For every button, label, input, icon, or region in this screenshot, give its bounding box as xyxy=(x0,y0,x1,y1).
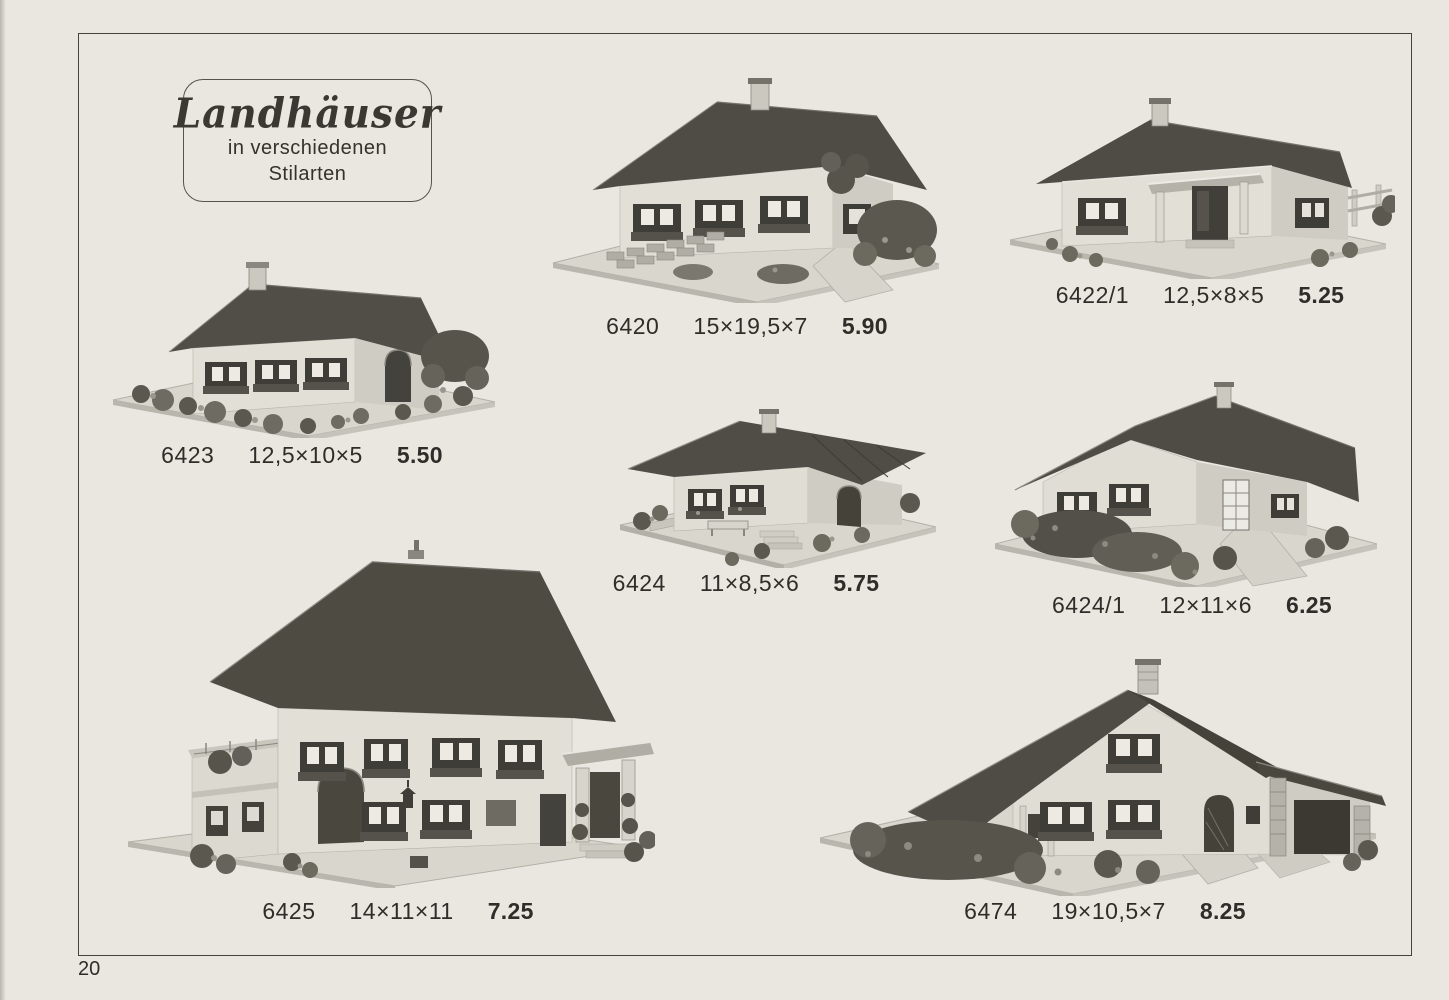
section-subtitle-line1: in verschiedenen xyxy=(227,136,388,159)
product-figure-6424-1 xyxy=(985,352,1385,587)
dimensions: 15×19,5×7 xyxy=(693,313,808,339)
scan-edge-shadow xyxy=(0,0,6,1000)
price: 5.75 xyxy=(833,570,880,596)
section-title: Landhäuser xyxy=(173,89,442,139)
dimensions: 11×8,5×6 xyxy=(699,570,800,596)
caption-6425 xyxy=(218,898,578,925)
product-figure-6474 xyxy=(808,638,1388,896)
product-figure-6423 xyxy=(103,230,503,438)
price: 7.25 xyxy=(487,898,534,924)
model-house-6420-photo xyxy=(545,58,945,303)
caption-6474 xyxy=(925,898,1285,925)
dimensions: 12,5×8×5 xyxy=(1163,282,1265,308)
article-number: 6423 xyxy=(161,442,215,468)
article-number: 6420 xyxy=(606,313,660,339)
dimensions: 12×11×6 xyxy=(1159,592,1252,618)
caption-6424-1 xyxy=(1012,592,1372,619)
model-house-6424-1-photo xyxy=(985,352,1385,587)
product-figure-6424 xyxy=(612,373,942,568)
price: 5.25 xyxy=(1298,282,1345,308)
product-figure-6422-1 xyxy=(1000,64,1395,279)
article-number: 6424/1 xyxy=(1052,592,1126,618)
price: 5.50 xyxy=(396,442,443,468)
caption-6420 xyxy=(567,313,927,340)
model-house-6423-photo xyxy=(103,230,503,438)
price: 6.25 xyxy=(1286,592,1332,618)
model-house-6424-photo xyxy=(612,373,942,568)
price: 5.90 xyxy=(841,313,888,339)
page-number: 20 xyxy=(78,958,101,980)
section-header xyxy=(173,79,442,202)
dimensions: 14×11×11 xyxy=(349,898,454,924)
model-house-6474-photo xyxy=(808,638,1388,896)
dimensions: 12,5×10×5 xyxy=(248,442,363,468)
article-number: 6424 xyxy=(612,570,666,596)
caption-6422-1 xyxy=(1020,282,1380,309)
model-house-6425-photo xyxy=(110,510,655,888)
model-house-6422-1-photo xyxy=(1000,64,1395,279)
caption-6423 xyxy=(122,442,482,469)
price: 8.25 xyxy=(1199,898,1246,924)
article-number: 6422/1 xyxy=(1055,282,1130,308)
article-number: 6474 xyxy=(964,898,1018,924)
product-figure-6425 xyxy=(110,510,655,888)
section-subtitle-line2: Stilarten xyxy=(268,162,347,185)
article-number: 6425 xyxy=(262,898,316,924)
product-figure-6420 xyxy=(545,58,945,303)
dimensions: 19×10,5×7 xyxy=(1051,898,1166,924)
